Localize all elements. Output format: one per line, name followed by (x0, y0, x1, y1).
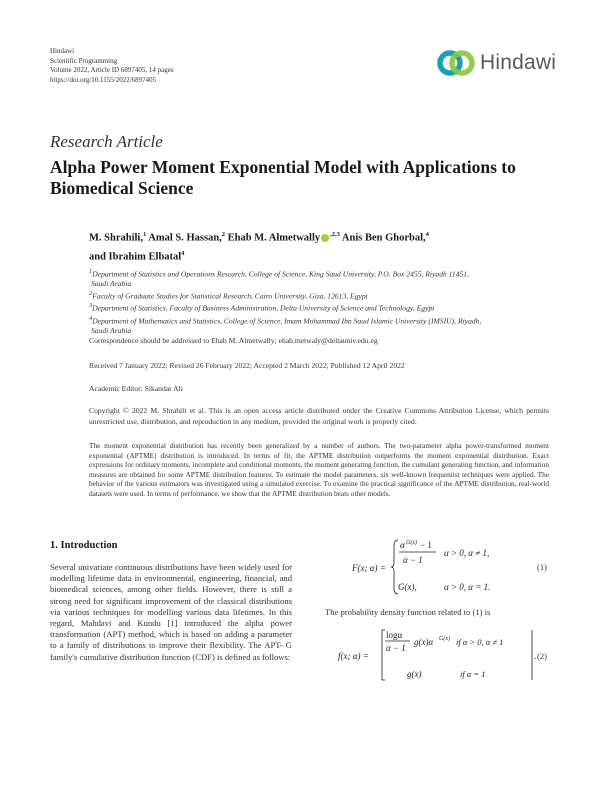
affiliation-cont: Saudi Arabia (91, 326, 132, 336)
author-affil-sup: 1 (142, 231, 147, 238)
article-type: Research Article (50, 132, 163, 151)
journal-name: Scientific Programming (50, 56, 118, 65)
eq1-num-sup: G(x) (406, 540, 417, 546)
eq2-den: α − 1 (386, 643, 406, 653)
eq2-lhs: f(x; α) = (338, 651, 369, 661)
equation-2 (330, 626, 540, 684)
abstract: The moment exponential distribution has recently been generalized by a number of authors. The two-parameter alpha power-transformed moment exponential (APTME) distribution is introduced. In terms of fit, the APTME distribution outperforms the moment exponential distribution. Exact expressions for ordinary moments, incomplete and conditional moments, the moment generating function, the cumulant generating function, and information measures are obtained for some APTME distribution features. To estimate the model parameters, six well-known frequentist techniques were applied. The behavior of the various estimators was investigated using a simulated exercise. To examine the practical significance of the APTME distribution, real-world datasets were used. In terms of performance, we show that the APTME distribution beats other models. (89, 441, 549, 498)
eq1-num-tail: − 1 (420, 540, 432, 550)
author-list (89, 227, 559, 264)
affiliation-cont: Saudi Arabia (91, 279, 132, 289)
author-affil-sup: ,2,3 (330, 231, 340, 238)
author-affil-sup: 4 (181, 249, 185, 257)
affiliations (89, 267, 549, 336)
pdf-sentence: The probability density function related to (1) is (325, 607, 491, 617)
academic-editor: Academic Editor: Sikandar Ali (89, 384, 183, 393)
section-heading: 1. Introduction (50, 540, 118, 551)
eq2-mid: g(x)α (414, 637, 434, 647)
eq2-mid-sup: G(x) (439, 636, 450, 642)
hindawi-logo-icon (437, 47, 475, 79)
eq2-num: logα (386, 630, 403, 640)
eq1-cond1: α > 0, α ≠ 1, (444, 548, 490, 558)
eq2-case2: g(x) (407, 669, 422, 679)
equation-number: (2) (537, 651, 547, 661)
journal-info (50, 47, 174, 85)
correspondence: Correspondence should be addressed to Ehab M. Almetwally; ehab.metwaly@deltauniv.edu.eg (89, 336, 378, 345)
eq2-cond2: if α = 1 (460, 669, 486, 679)
author-affil-sup: 2 (221, 231, 226, 238)
author-name[interactable]: Amal S. Hassan, (146, 232, 222, 244)
eq1-num: α (400, 540, 405, 550)
copyright: Copyright © 2022 M. Shrahili et al. This is an open access article distributed under the Creative Commons Attribution License, which permits unrestricted use, distribution, and reproduction in any medium, provided the original work is properly cited. (89, 406, 549, 426)
eq1-case2: G(x), (398, 582, 417, 592)
affiliation: $^3$Department of Statistics, Faculty of Business Administration, Delta University of Science and Technology, Egypt (89, 302, 435, 313)
article-title: Alpha Power Moment Exponential Model with Applications to Biomedical Science (50, 157, 516, 198)
author-name[interactable]: Ehab M. Almetwally (225, 232, 321, 244)
volume-line: Volume 2022, Article ID 6897405, 14 pages (50, 66, 174, 75)
author-name[interactable]: M. Shrahili, (89, 232, 143, 244)
author-name[interactable]: and Ibrahim Elbatal (89, 251, 182, 262)
eq1-den: α − 1 (403, 555, 423, 565)
orcid-icon[interactable] (321, 234, 329, 242)
eq1-lhs: F(x; α) = (352, 563, 386, 573)
intro-paragraph: Several univariate continuous distributions have been widely used for modelling lifetime data in environmental, engineering, financial, and biomedical sciences, among other fields. However, there is still a strong need for significant improvement of the classical distributions via various techniques for modelling various data lifetimes. In this regard, Mahdavi and Kundu [1] introduced the alpha power transformation (APT) method, which is based on adding a parameter to a family of distributions to improve their flexibility. The APT- G family's cumulative distribution function (CDF) is defined as follows: (50, 562, 292, 662)
publisher-name: Hindawi (50, 47, 75, 55)
logo-text: Hindawi (480, 51, 557, 74)
affiliation: $^4$Department of Mathematics and Statistics, College of Science, Imam Mohammad Ibn Saud Islamic University (IMSIU), Riyadh, (89, 314, 482, 326)
author-name[interactable]: Anis Ben Ghorbal, (339, 232, 426, 244)
equation-number: (1) (537, 562, 547, 572)
dates: Received 7 January 2022; Revised 26 February 2022; Accepted 2 March 2022; Published 12 April 2022 (89, 361, 405, 370)
affiliation: $^1$Department of Statistics and Operations Research, College of Science, King Saud University, P.O. Box 2455, Riyadh 11451, (89, 268, 469, 279)
equation-1 (340, 536, 540, 598)
doi-link[interactable]: https://doi.org/10.1155/2022/6897405 (50, 75, 157, 84)
svg-text:.: . (534, 651, 537, 661)
author-affil-sup: 4 (425, 231, 429, 238)
eq2-cond1: if α > 0, α ≠ 1 (456, 637, 504, 647)
eq1-cond2: α > 0, α = 1. (444, 582, 491, 592)
affiliation: $^2$Faculty of Graduate Studies for Statistical Research, Cairo University, Giza, 12613, Egypt (89, 290, 368, 301)
hindawi-logo[interactable] (437, 47, 556, 79)
